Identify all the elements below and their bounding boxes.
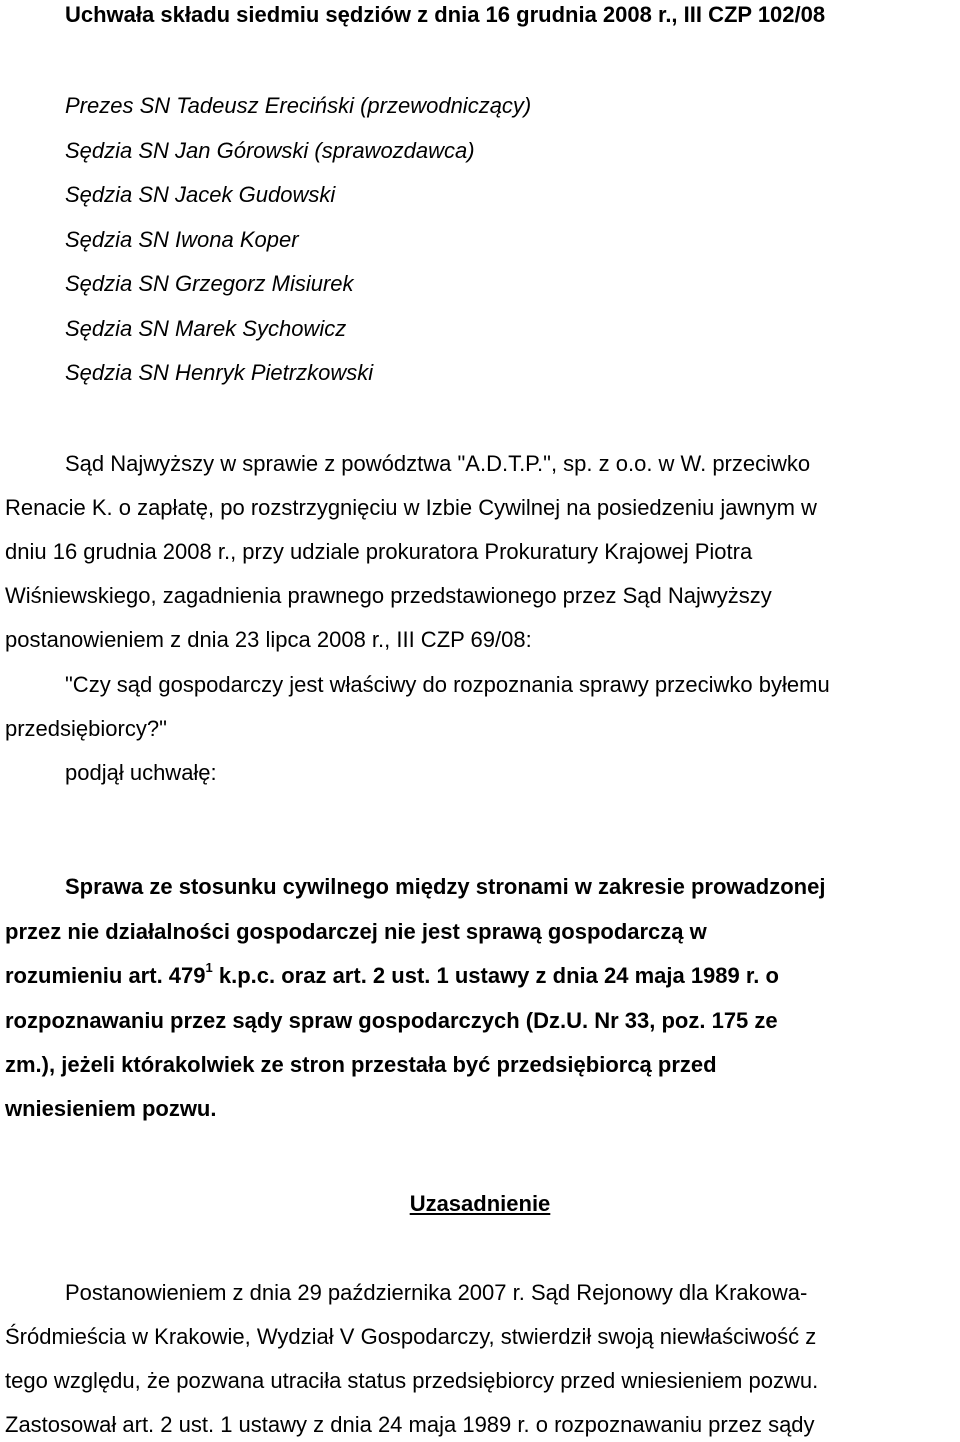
judge-line: Sędzia SN Grzegorz Misiurek	[65, 271, 354, 296]
intro-line: Renacie K. o zapłatę, po rozstrzygnięciu w Izbie Cywilnej na posiedzeniu jawnym w	[5, 495, 817, 520]
intro-line: postanowieniem z dnia 23 lipca 2008 r., III CZP 69/08:	[5, 627, 532, 652]
legal-question: przedsiębiorcy?"	[5, 716, 167, 741]
justification-line: Zastosował art. 2 ust. 1 ustawy z dnia 24 maja 1989 r. o rozpoznawaniu przez sądy	[5, 1412, 815, 1437]
intro-line: Sąd Najwyższy w sprawie z powództwa "A.D.T.P.", sp. z o.o. w W. przeciwko	[65, 451, 811, 476]
justification-line: Śródmieścia w Krakowie, Wydział V Gospodarczy, stwierdził swoją niewłaściwość z	[5, 1324, 817, 1349]
intro-line: dniu 16 grudnia 2008 r., przy udziale prokuratora Prokuratury Krajowej Piotra	[5, 539, 753, 564]
judge-line: Prezes SN Tadeusz Ereciński (przewodniczący)	[65, 93, 532, 118]
resolution-text: k.p.c. oraz art. 2 ust. 1 ustawy z dnia 24 maja 1989 r. o	[212, 963, 779, 988]
justification-line: tego względu, że pozwana utraciła status przedsiębiorcy przed wniesieniem pozwu.	[5, 1368, 819, 1393]
judge-line: Sędzia SN Marek Sychowicz	[65, 316, 347, 341]
judge-line: Sędzia SN Iwona Koper	[65, 227, 299, 252]
resolution-line: rozpoznawaniu przez sądy spraw gospodarczych (Dz.U. Nr 33, poz. 175 ze	[5, 1008, 778, 1033]
legal-question: "Czy sąd gospodarczy jest właściwy do rozpoznania sprawy przeciwko byłemu	[65, 672, 830, 697]
decision-phrase: podjął uchwałę:	[65, 760, 217, 785]
resolution-line	[5, 959, 779, 990]
judge-line: Sędzia SN Jan Górowski (sprawozdawca)	[65, 138, 475, 163]
resolution-line: wniesieniem pozwu.	[5, 1096, 217, 1121]
section-heading: Uzasadnienie	[409, 1191, 551, 1216]
superscript: 1	[205, 959, 213, 975]
resolution-text: rozumieniu art. 479	[5, 963, 206, 988]
judge-line: Sędzia SN Henryk Pietrzkowski	[65, 360, 374, 385]
justification-line: Postanowieniem z dnia 29 października 2007 r. Sąd Rejonowy dla Krakowa-	[65, 1280, 808, 1305]
resolution-line: zm.), jeżeli którakolwiek ze stron przestała być przedsiębiorcą przed	[5, 1052, 717, 1077]
document-title: Uchwała składu siedmiu sędziów z dnia 16 grudnia 2008 r., III CZP 102/08	[65, 2, 826, 27]
judge-line: Sędzia SN Jacek Gudowski	[65, 182, 336, 207]
resolution-line: przez nie działalności gospodarczej nie jest sprawą gospodarczą w	[5, 919, 707, 944]
intro-line: Wiśniewskiego, zagadnienia prawnego przedstawionego przez Sąd Najwyższy	[5, 583, 772, 608]
resolution-line: Sprawa ze stosunku cywilnego między stronami w zakresie prowadzonej	[65, 874, 826, 899]
